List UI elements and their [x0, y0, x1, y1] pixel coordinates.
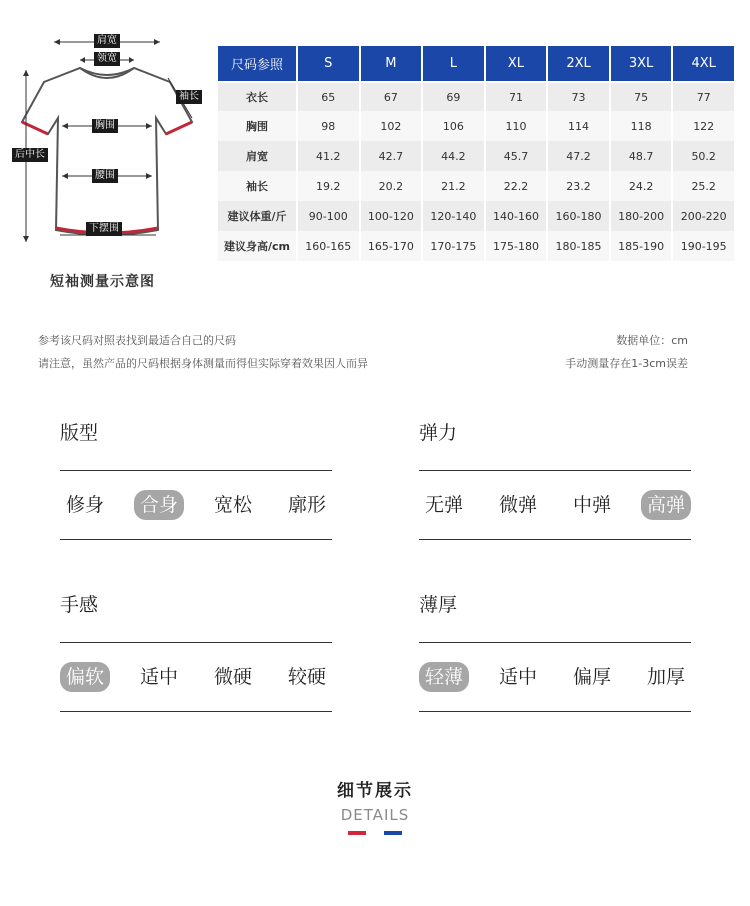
table-cell: 48.7 [611, 141, 674, 171]
attribute-option: 修身 [66, 494, 105, 516]
table-header-cell: M [361, 46, 424, 81]
attribute-title: 弹力 [419, 422, 458, 444]
table-cell: 100-120 [361, 201, 424, 231]
measurement-diagram [10, 30, 215, 260]
table-cell: 114 [548, 111, 611, 141]
attribute-option: 偏厚 [572, 666, 611, 688]
attribute-title: 版型 [60, 422, 99, 444]
table-cell: 160-180 [548, 201, 611, 231]
table-cell: 190-195 [673, 231, 736, 261]
table-cell: 21.2 [423, 171, 486, 201]
details-title: 细节展示 [337, 781, 413, 801]
table-cell: 24.2 [611, 171, 674, 201]
table-cell: 170-175 [423, 231, 486, 261]
table-cell: 160-165 [298, 231, 361, 261]
table-header-cell: L [423, 46, 486, 81]
table-cell: 65 [298, 81, 361, 111]
collar-label: 领宽 [94, 52, 120, 66]
table-cell: 185-190 [611, 231, 674, 261]
table-cell: 110 [486, 111, 549, 141]
attribute-options [419, 643, 691, 711]
table-row-label: 肩宽 [218, 141, 298, 171]
table-cell: 90-100 [298, 201, 361, 231]
table-row-label: 建议身高/cm [218, 231, 298, 261]
table-cell: 180-185 [548, 231, 611, 261]
table-header-cell: 4XL [673, 46, 736, 81]
table-cell: 75 [611, 81, 674, 111]
attribute-group-fit [60, 418, 332, 540]
color-bar-segment [366, 831, 384, 835]
table-header-cell: XL [486, 46, 549, 81]
attribute-group-thickness [419, 590, 691, 712]
table-header-row [218, 46, 736, 81]
note-left-1: 参考该尺码对照表找到最适合自己的尺码 [38, 334, 236, 347]
table-row [218, 201, 736, 231]
length-label: 后中长 [12, 148, 48, 162]
table-header-cell: 2XL [548, 46, 611, 81]
table-cell: 42.7 [361, 141, 424, 171]
table-cell: 50.2 [673, 141, 736, 171]
table-cell: 47.2 [548, 141, 611, 171]
table-cell: 73 [548, 81, 611, 111]
attribute-group-feel [60, 590, 332, 712]
table-cell: 23.2 [548, 171, 611, 201]
table-cell: 122 [673, 111, 736, 141]
details-section-header [0, 776, 750, 835]
divider [419, 539, 691, 540]
waist-label: 腰围 [92, 169, 118, 183]
attribute-option: 较硬 [287, 666, 326, 688]
table-cell: 45.7 [486, 141, 549, 171]
table-cell: 98 [298, 111, 361, 141]
table-cell: 41.2 [298, 141, 361, 171]
divider [60, 539, 332, 540]
note-left-2: 请注意，虽然产品的尺码根据身体测量而得但实际穿着效果因人而异 [38, 357, 368, 370]
table-cell: 22.2 [486, 171, 549, 201]
table-header-cell: S [298, 46, 361, 81]
attribute-group-elasticity [419, 418, 691, 540]
attribute-option-selected: 轻薄 [419, 662, 469, 692]
table-row [218, 231, 736, 261]
diagram-caption: 短袖测量示意图 [50, 274, 155, 290]
table-cell: 180-200 [611, 201, 674, 231]
table-cell: 165-170 [361, 231, 424, 261]
attribute-option: 无弹 [425, 494, 464, 516]
table-header-cell: 尺码参照 [218, 46, 298, 81]
table-cell: 120-140 [423, 201, 486, 231]
attribute-option: 宽松 [213, 494, 252, 516]
table-row [218, 81, 736, 111]
table-row-label: 建议体重/斤 [218, 201, 298, 231]
note-right-2: 手动测量存在1-3cm误差 [565, 357, 688, 370]
attribute-option: 微硬 [213, 666, 252, 688]
table-cell: 200-220 [673, 201, 736, 231]
attribute-option: 微弹 [498, 494, 537, 516]
table-cell: 20.2 [361, 171, 424, 201]
table-cell: 118 [611, 111, 674, 141]
table-cell: 69 [423, 81, 486, 111]
table-row-label: 袖长 [218, 171, 298, 201]
attribute-option: 中弹 [572, 494, 611, 516]
attribute-option: 加厚 [646, 666, 685, 688]
details-subtitle: DETAILS [340, 806, 410, 824]
table-cell: 67 [361, 81, 424, 111]
attribute-title: 手感 [60, 594, 99, 616]
attribute-option: 廓形 [287, 494, 326, 516]
table-row [218, 111, 736, 141]
attribute-option-selected: 偏软 [60, 662, 110, 692]
color-bar-segment [348, 831, 366, 835]
size-table [218, 46, 736, 261]
attribute-options [60, 643, 332, 711]
table-row-label: 胸围 [218, 111, 298, 141]
divider [419, 711, 691, 712]
details-color-bar [0, 831, 750, 835]
shoulder-label: 肩宽 [94, 34, 120, 48]
attribute-title: 薄厚 [419, 594, 458, 616]
hem-label: 下摆围 [86, 222, 122, 236]
attribute-option: 适中 [139, 666, 178, 688]
chest-label: 胸围 [92, 119, 118, 133]
color-bar-segment [384, 831, 402, 835]
table-cell: 25.2 [673, 171, 736, 201]
table-cell: 175-180 [486, 231, 549, 261]
table-row [218, 141, 736, 171]
table-cell: 140-160 [486, 201, 549, 231]
table-row-label: 衣长 [218, 81, 298, 111]
attribute-options [60, 471, 332, 539]
table-row [218, 171, 736, 201]
table-header-cell: 3XL [611, 46, 674, 81]
table-cell: 106 [423, 111, 486, 141]
attribute-option: 适中 [498, 666, 537, 688]
table-cell: 71 [486, 81, 549, 111]
attribute-option-selected: 合身 [134, 490, 184, 520]
table-cell: 102 [361, 111, 424, 141]
note-right-1: 数据单位：cm [616, 334, 688, 347]
table-cell: 44.2 [423, 141, 486, 171]
sleeve-label: 袖长 [176, 90, 202, 104]
attribute-option-selected: 高弹 [641, 490, 691, 520]
divider [60, 711, 332, 712]
attribute-options [419, 471, 691, 539]
table-cell: 19.2 [298, 171, 361, 201]
table-cell: 77 [673, 81, 736, 111]
